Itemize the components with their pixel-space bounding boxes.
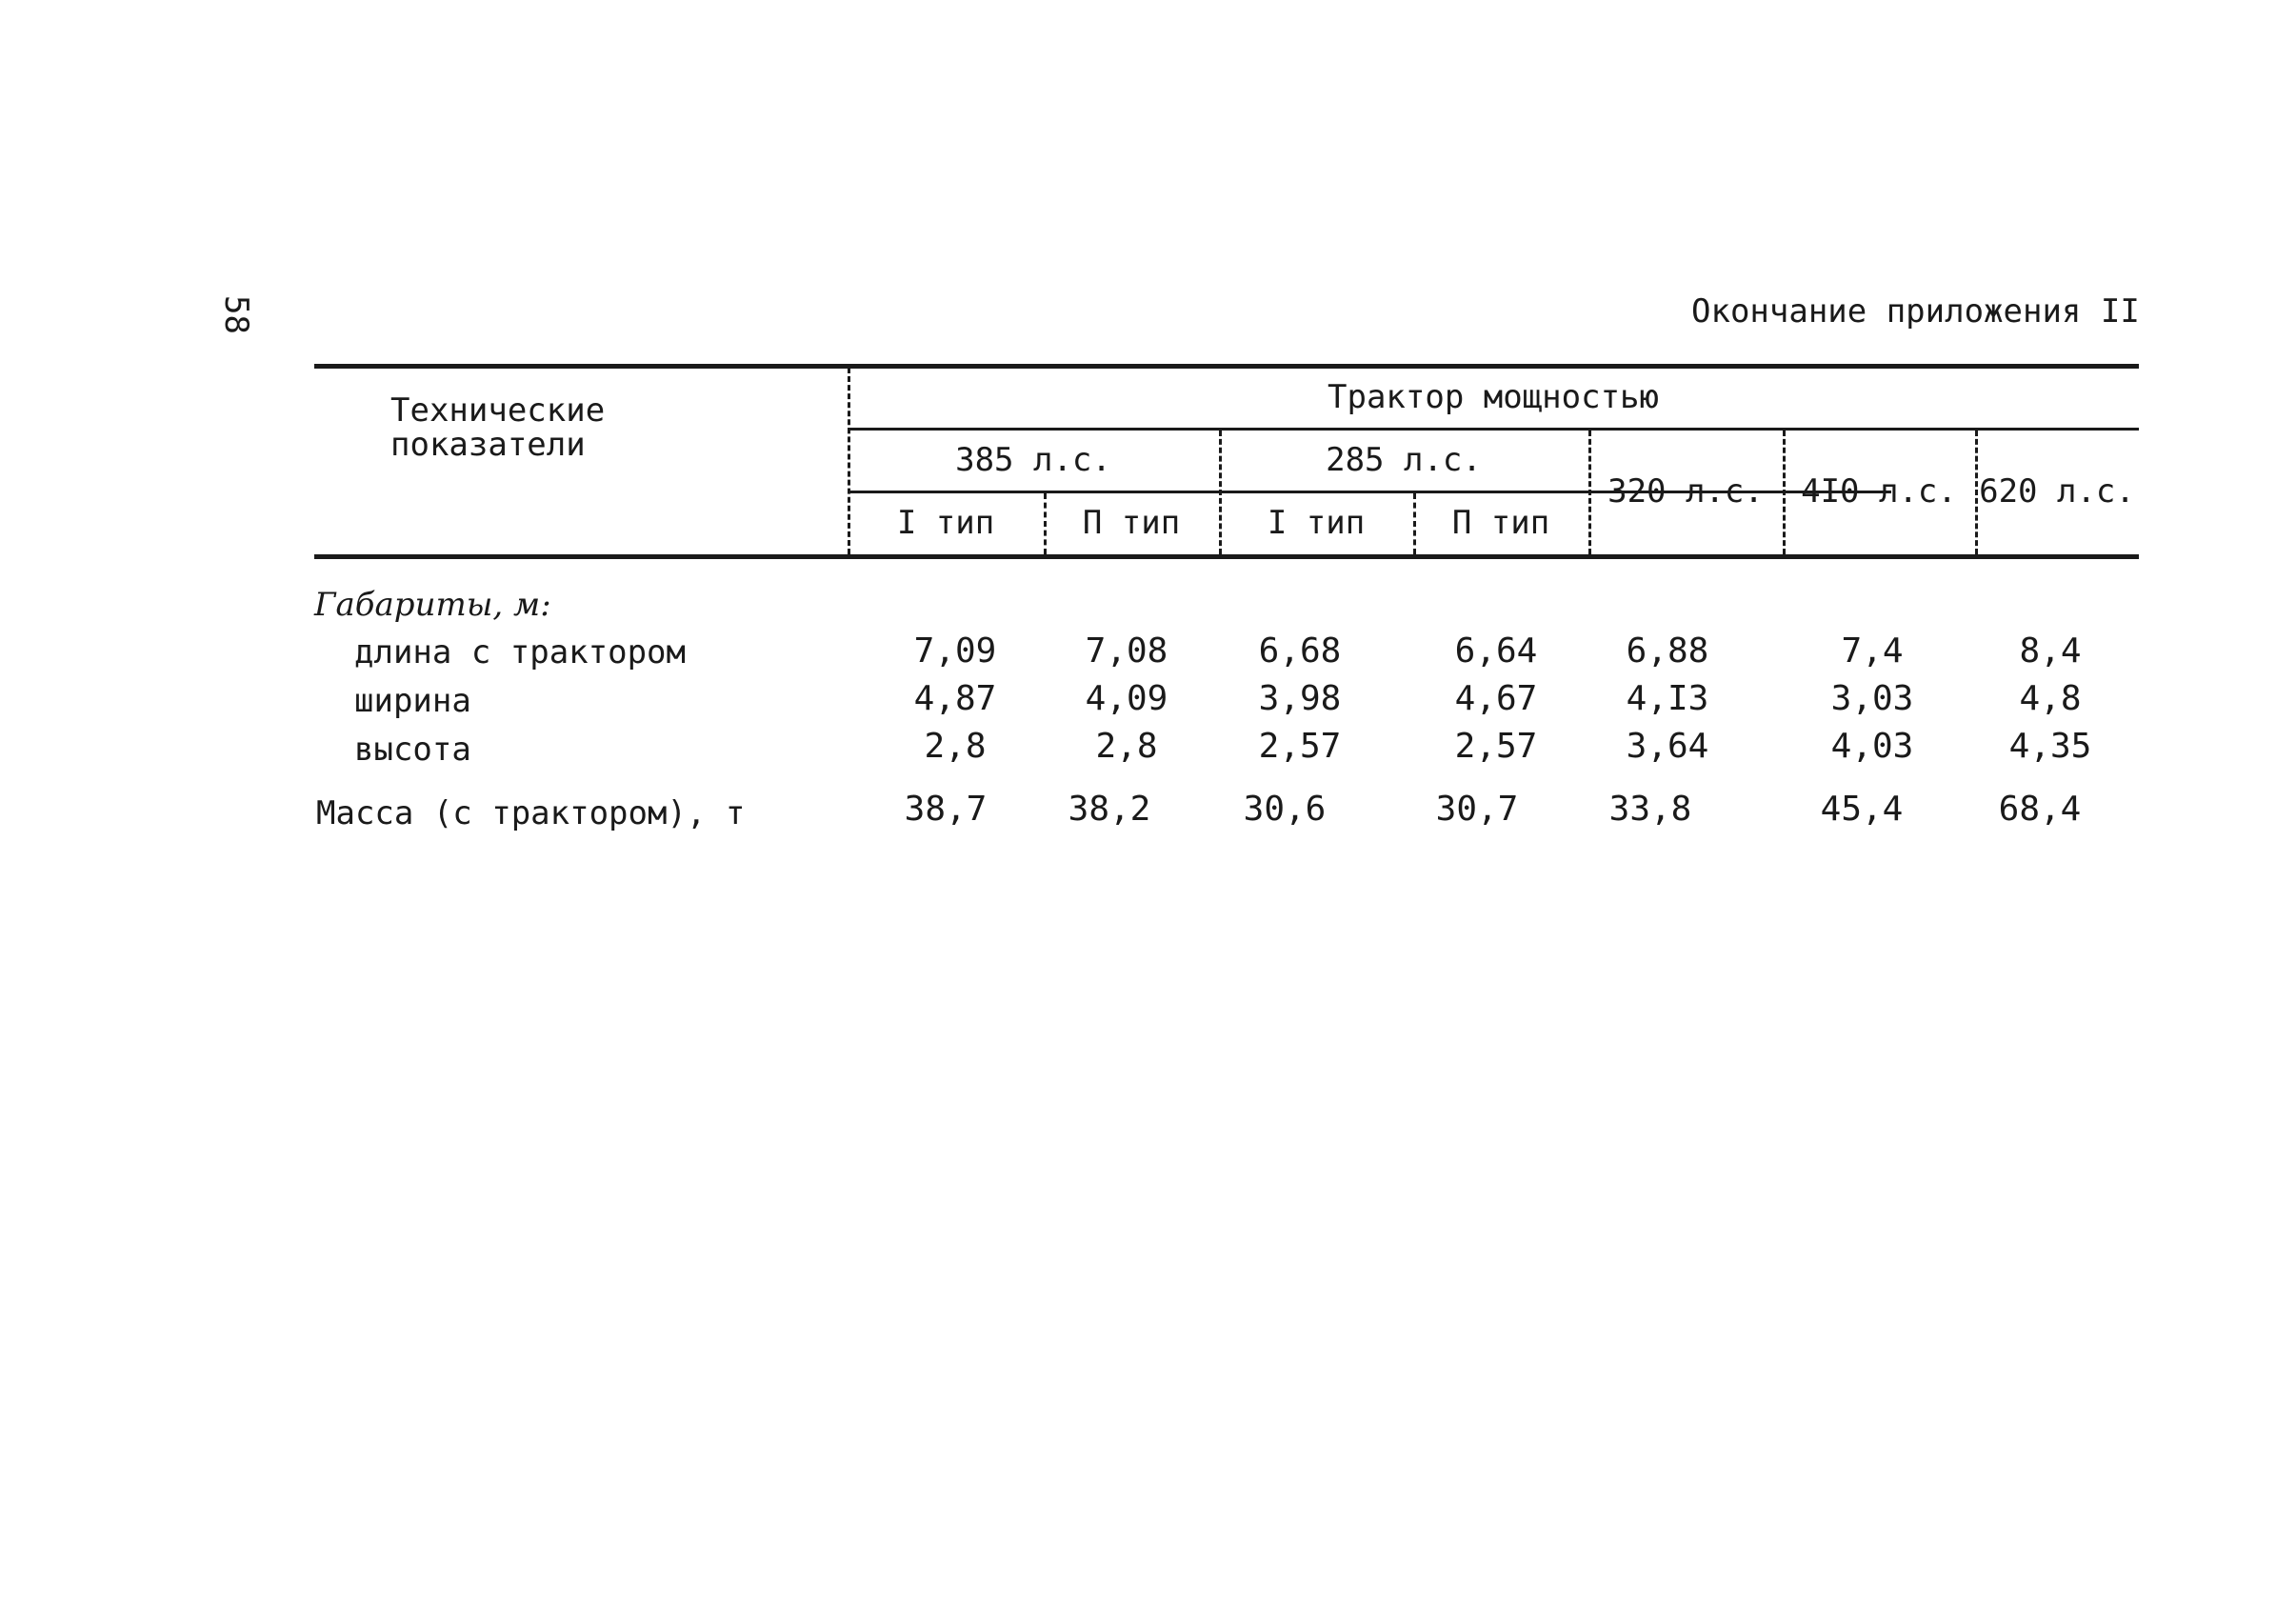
value-length-285-1: 6,68: [1258, 631, 1342, 671]
value-length-320: 6,88: [1626, 631, 1709, 671]
value-height-285-2: 2,57: [1454, 727, 1538, 766]
row-header: Технические показатели: [390, 391, 606, 464]
subtype-285-2: П тип: [1451, 504, 1550, 542]
subheader-rule-upper: [848, 428, 2139, 431]
value-width-410: 3,03: [1830, 679, 1914, 718]
value-height-385-2: 2,8: [1095, 727, 1158, 766]
row-label-height: высота: [354, 731, 471, 769]
row-label-width: ширина: [354, 682, 471, 720]
power-620-label: 620 л.с.: [1979, 472, 2135, 511]
value-width-620: 4,8: [2019, 679, 2082, 718]
specifications-table: [314, 364, 2139, 840]
power-320-label: 320 л.с.: [1607, 472, 1764, 511]
value-width-385-2: 4,09: [1085, 679, 1168, 718]
value-width-320: 4,I3: [1626, 679, 1709, 718]
value-mass-620: 68,4: [1998, 790, 2082, 829]
value-height-320: 3,64: [1626, 727, 1709, 766]
column-group-title: Трактор мощностью: [1328, 378, 1659, 416]
section-label-dimensions: Габариты, м:: [314, 586, 551, 624]
value-height-285-1: 2,57: [1258, 727, 1342, 766]
value-mass-410: 45,4: [1820, 790, 1904, 829]
subtype-285-1: I тип: [1267, 504, 1366, 542]
value-mass-385-2: 38,2: [1068, 790, 1151, 829]
value-length-410: 7,4: [1841, 631, 1904, 671]
value-length-285-2: 6,64: [1454, 631, 1538, 671]
value-width-285-2: 4,67: [1454, 679, 1538, 718]
value-width-385-1: 4,87: [913, 679, 997, 718]
value-height-410: 4,03: [1830, 727, 1914, 766]
continuation-title: Окончание приложения II: [1691, 292, 2140, 331]
subtype-385-1: I тип: [896, 504, 995, 542]
value-mass-320: 33,8: [1608, 790, 1692, 829]
subtype-385-2: П тип: [1082, 504, 1181, 542]
value-mass-285-1: 30,6: [1243, 790, 1327, 829]
value-height-620: 4,35: [2008, 727, 2092, 766]
row-label-length: длина с трактором: [354, 633, 686, 671]
table-top-rule: [314, 364, 2139, 369]
header-bottom-rule: [314, 554, 2139, 559]
value-length-620: 8,4: [2019, 631, 2082, 671]
value-mass-385-1: 38,7: [904, 790, 988, 829]
value-width-285-1: 3,98: [1258, 679, 1342, 718]
value-mass-285-2: 30,7: [1435, 790, 1519, 829]
value-length-385-1: 7,09: [913, 631, 997, 671]
power-410-label: 4I0 л.с.: [1801, 472, 1957, 511]
page-number: 58: [217, 295, 255, 334]
row-label-mass: Масса (с трактором), т: [316, 794, 746, 832]
power-385-label: 385 л.с.: [955, 441, 1111, 479]
value-length-385-2: 7,08: [1085, 631, 1168, 671]
value-height-385-1: 2,8: [924, 727, 987, 766]
power-285-label: 285 л.с.: [1326, 441, 1482, 479]
